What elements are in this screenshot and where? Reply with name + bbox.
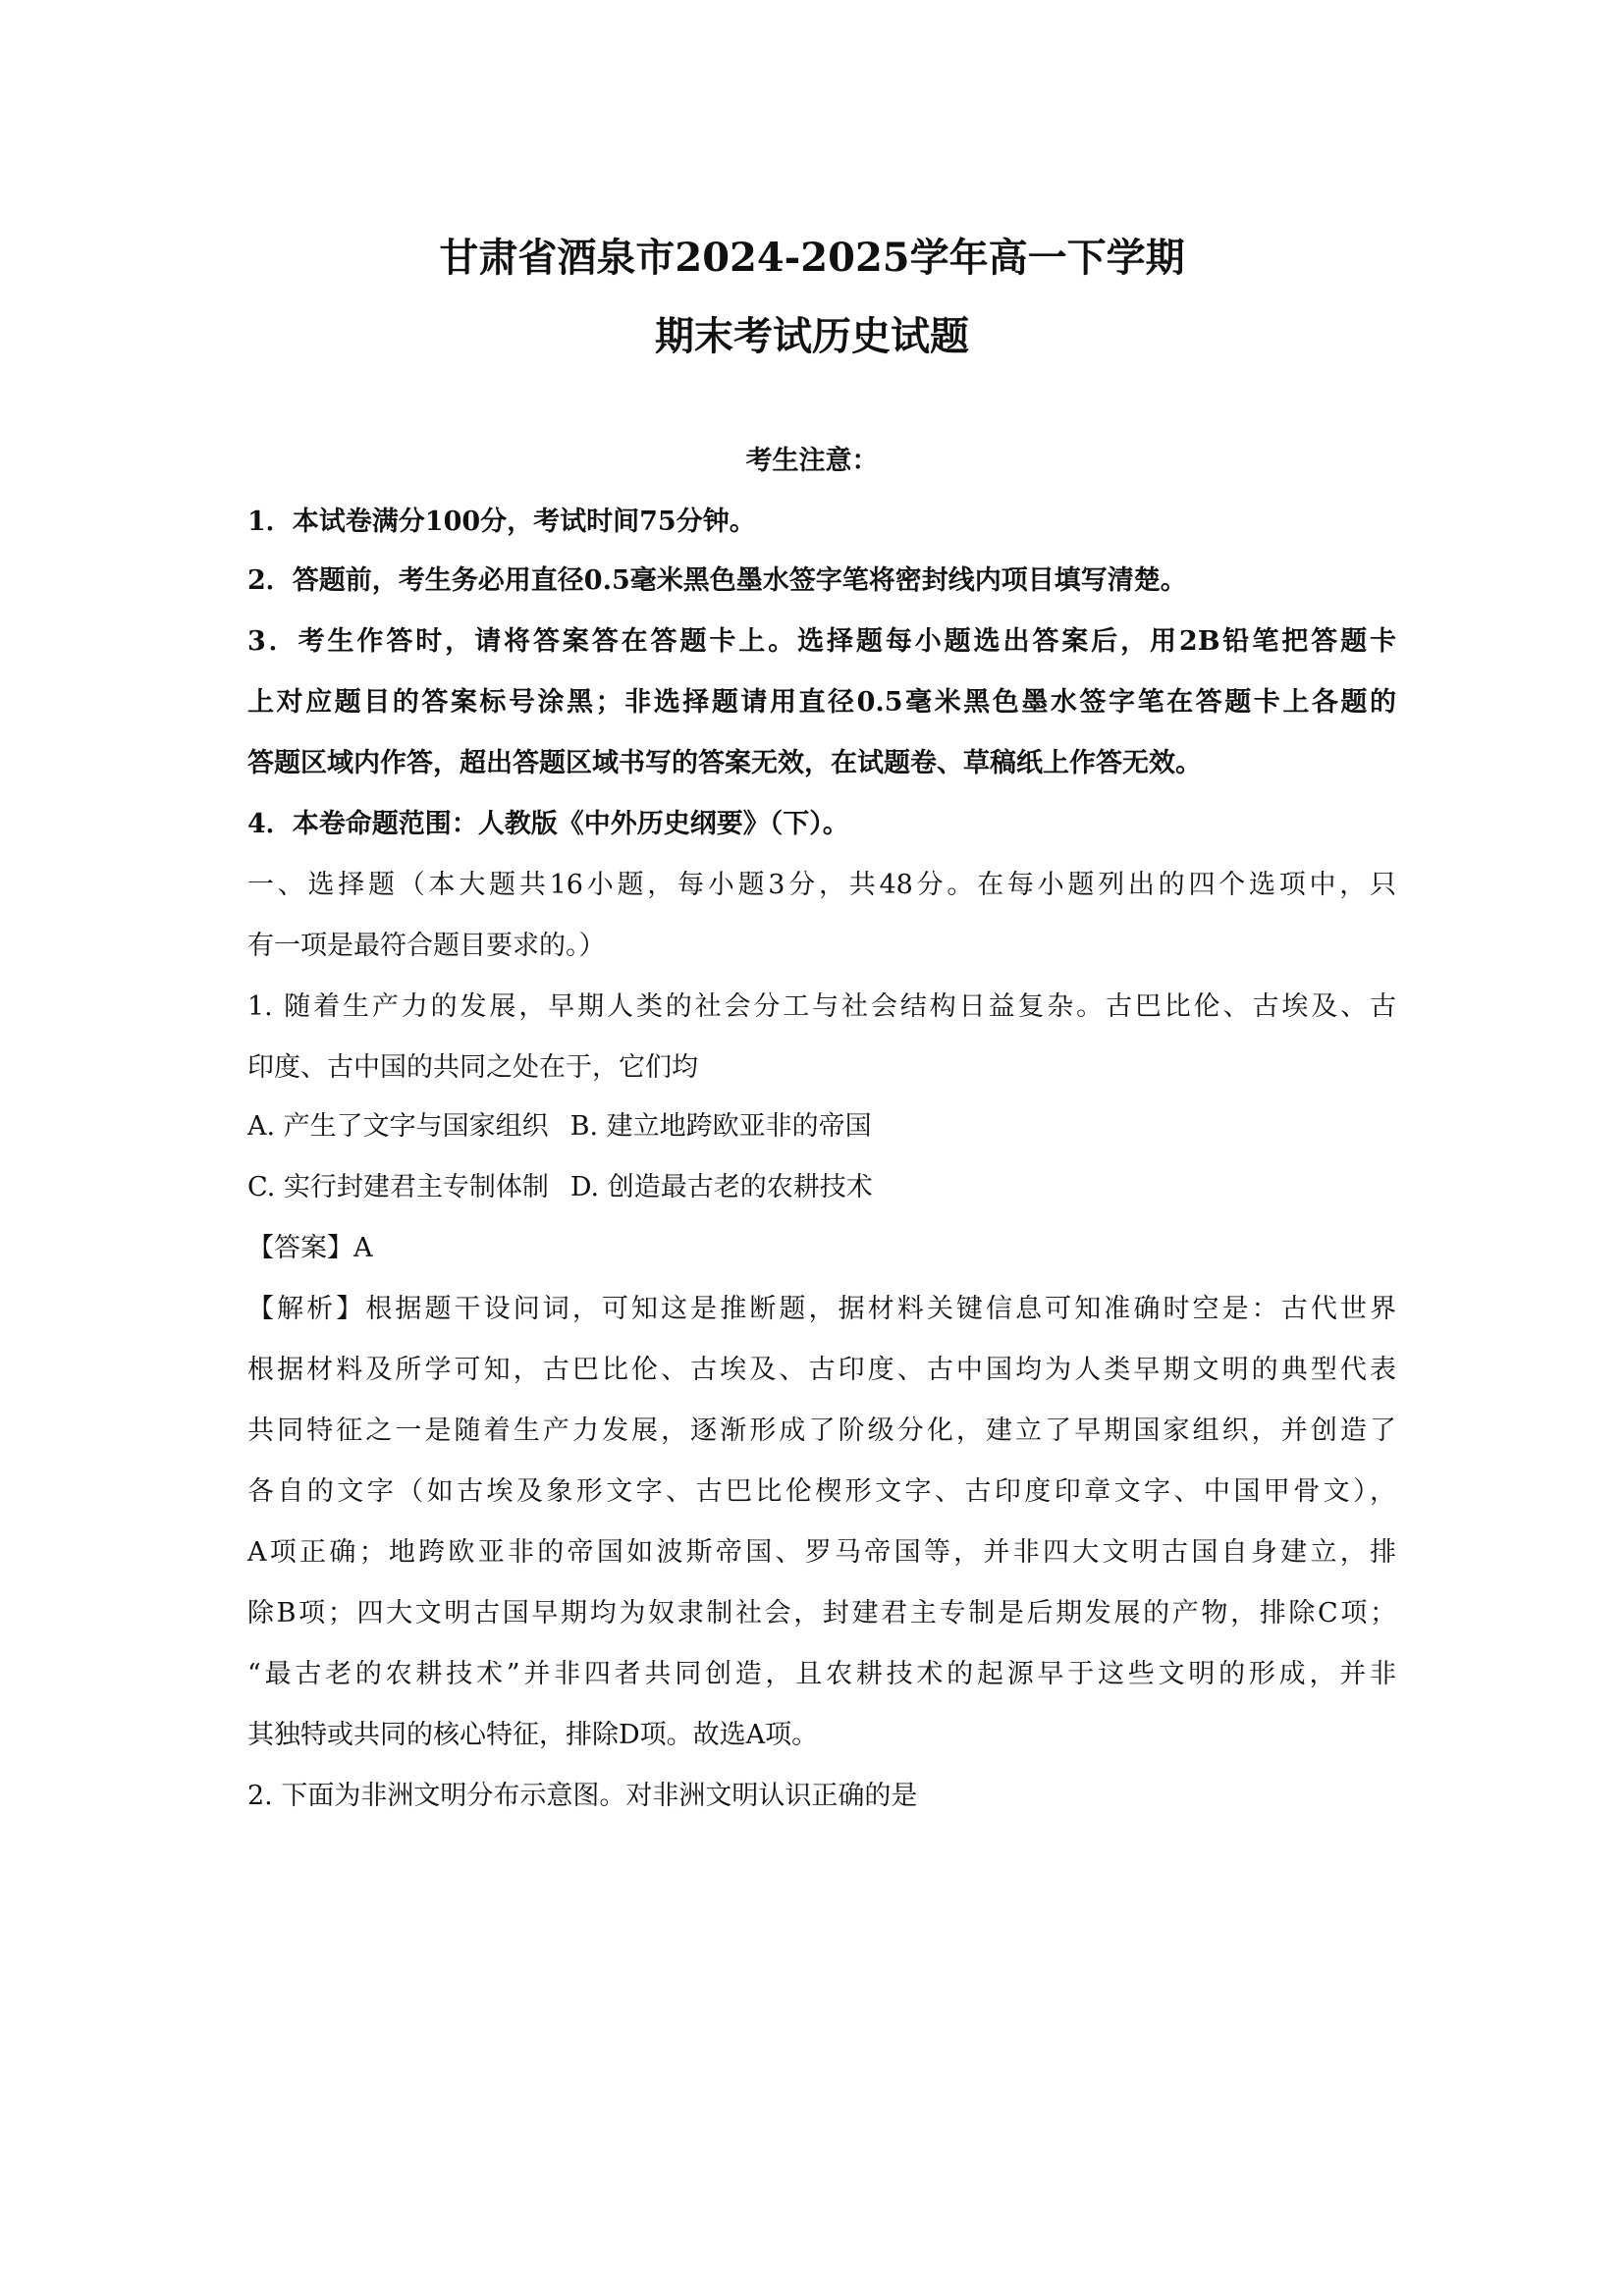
question-1-analysis-line-5: A项正确；地跨欧亚非的帝国如波斯帝国、罗马帝国等，并非四大文明古国自身建立，排: [247, 1537, 1396, 1568]
question-1-options-row-2: [247, 1170, 1396, 1205]
question-1-analysis-line-8: 其独特或共同的核心特征，排除D项。故选A项。: [247, 1720, 819, 1750]
question-1-option-a: A. 产生了文字与国家组织: [247, 1111, 549, 1142]
question-1-answer: 【答案】A: [247, 1233, 373, 1263]
section-heading-line-2: 有一项是最符合题目要求的。）: [247, 931, 606, 961]
notice-item-3-line-2: 上对应题目的答案标号涂黑；非选择题请用直径0.5毫米黑色墨水签字笔在答题卡上各题的: [247, 687, 1396, 718]
question-1-options-row-1: [247, 1109, 1396, 1145]
notice-item-1: 1．本试卷满分100分，考试时间75分钟。: [247, 507, 756, 537]
title-line-1: 甘肃省酒泉市2024-2025学年高一下学期: [439, 235, 1185, 281]
section-heading-line-1: 一、选择题（本大题共16小题，每小题3分，共48分。在每小题列出的四个选项中，只: [247, 870, 1396, 900]
question-1-option-d: D. 创造最古老的农耕技术: [569, 1172, 873, 1202]
question-1-analysis-line-7: “最古老的农耕技术”并非四者共同创造，且农耕技术的起源早于这些文明的形成，并非: [247, 1659, 1396, 1689]
question-1-analysis-line-3: 共同特征之一是随着生产力发展，逐渐形成了阶级分化，建立了早期国家组织，并创造了: [247, 1415, 1396, 1446]
question-2-stem: 2. 下面为非洲文明分布示意图。对非洲文明认识正确的是: [247, 1781, 918, 1811]
question-1-analysis-line-1: 【解析】根据题干设问词，可知这是推断题，据材料关键信息可知准确时空是：古代世界: [247, 1294, 1396, 1324]
question-1-option-c: C. 实行封建君主专制体制: [247, 1172, 549, 1202]
notice-item-3-line-1: 3．考生作答时，请将答案答在答题卡上。选择题每小题选出答案后，用2B铅笔把答题卡: [247, 626, 1396, 657]
notice-heading: 考生注意：: [745, 446, 879, 476]
question-1-analysis-line-2: 根据材料及所学可知，古巴比伦、古埃及、古印度、古中国均为人类早期文明的典型代表: [247, 1355, 1396, 1385]
question-1-analysis-line-4: 各自的文字（如古埃及象形文字、古巴比伦楔形文字、古印度印章文字、中国甲骨文），: [247, 1476, 1396, 1507]
question-1-option-b: B. 建立地跨欧亚非的帝国: [569, 1111, 872, 1142]
notice-item-3-line-3: 答题区域内作答，超出答题区域书写的答案无效，在试题卷、草稿纸上作答无效。: [247, 748, 1202, 778]
notice-item-2: 2．答题前，考生务必用直径0.5毫米黑色墨水签字笔将密封线内项目填写清楚。: [247, 565, 1187, 596]
question-1-stem-line-1: 1. 随着生产力的发展，早期人类的社会分工与社会结构日益复杂。古巴比伦、古埃及、古: [247, 991, 1396, 1022]
question-1-stem-line-2: 印度、古中国的共同之处在于，它们均: [247, 1052, 698, 1083]
question-1-analysis-line-6: 除B项；四大文明古国早期均为奴隶制社会，封建君主专制是后期发展的产物，排除C项；: [247, 1598, 1396, 1629]
title-line-2: 期末考试历史试题: [655, 313, 969, 359]
notice-item-4: 4．本卷命题范围：人教版《中外历史纲要》（下）。: [247, 809, 849, 839]
